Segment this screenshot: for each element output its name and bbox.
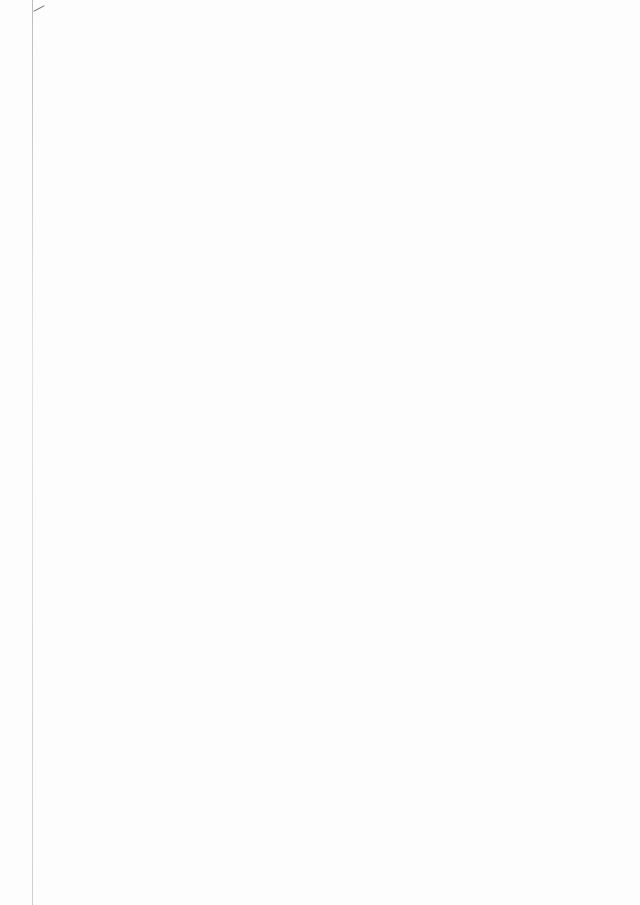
- scan-tick-mark: [33, 5, 44, 12]
- scan-edge-line: [32, 0, 33, 905]
- section-gap: [88, 58, 596, 77]
- document-body: [88, 58, 596, 104]
- article-heading: [88, 77, 596, 104]
